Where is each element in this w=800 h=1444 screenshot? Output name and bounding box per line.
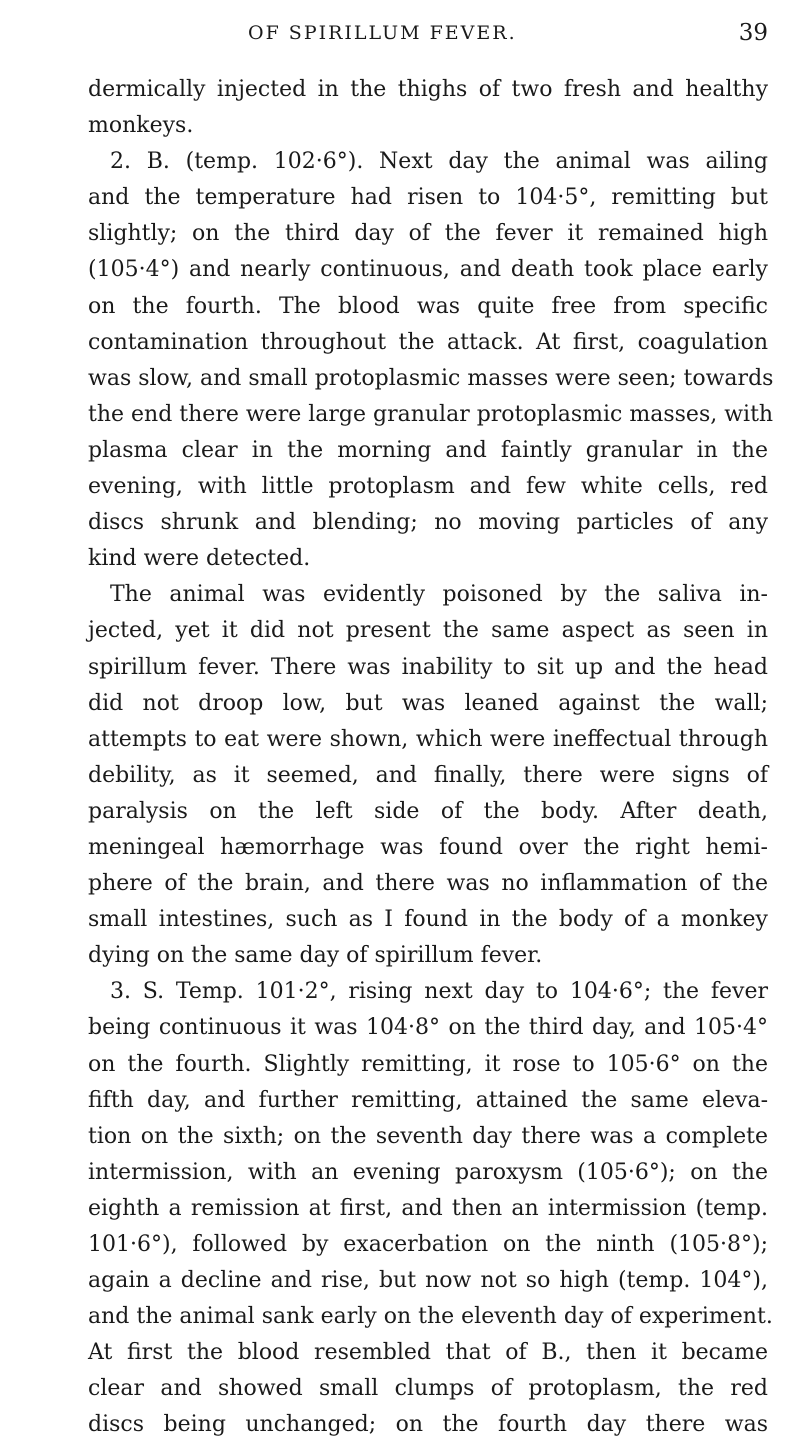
text-line: monkeys. [88, 113, 194, 139]
text-line: being continuous it was 104·8° on the third day, and 105·4° [88, 1015, 768, 1041]
text-line: The animal was evidently poisoned by the saliva in- [110, 582, 768, 608]
text-line: tion on the sixth; on the seventh day there was a complete [88, 1123, 768, 1149]
text-line: kind were detected. [88, 546, 311, 572]
text-line: the end there were large granular protoplasmic masses, with [88, 401, 774, 427]
text-line: evening, with little protoplasm and few white cells, red [88, 474, 768, 500]
text-line: plasma clear in the morning and faintly granular in the [88, 437, 768, 463]
text-line: discs shrunk and blending; no moving particles of any [88, 510, 768, 536]
running-head [88, 22, 768, 52]
text-line: spirillum fever. There was inability to sit up and the head [88, 654, 768, 680]
text-line: meningeal hæmorrhage was found over the right hemi- [88, 834, 768, 860]
text-line: clear and showed small clumps of protoplasm, the red [88, 1376, 768, 1402]
text-line: and the temperature had risen to 104·5°, remitting but [88, 185, 768, 211]
text-line: debility, as it seemed, and finally, there were signs of [88, 762, 768, 788]
text-line: intermission, with an evening paroxysm (105·6°); on the [88, 1159, 768, 1185]
text-line: At first the blood resembled that of B., then it became [88, 1340, 768, 1366]
text-line: and the animal sank early on the eleventh day of experiment. [88, 1304, 773, 1330]
text-line: paralysis on the left side of the body. After death, [88, 798, 768, 824]
text-line: eighth a remission at first, and then an intermission (temp. [88, 1195, 768, 1221]
text-line: phere of the brain, and there was no inflammation of the [88, 871, 768, 897]
text-line: again a decline and rise, but now not so high (temp. 104°), [88, 1268, 768, 1294]
text-line: 101·6°), followed by exacerbation on the ninth (105·8°); [88, 1232, 768, 1257]
text-line: dermically injected in the thighs of two fresh and healthy [88, 77, 768, 102]
text-line: attempts to eat were shown, which were ineffectual through [88, 726, 768, 752]
text-line: slightly; on the third day of the fever it remained high [88, 221, 768, 247]
text-line: small intestines, such as I found in the body of a monkey [88, 907, 768, 933]
text-line: did not droop low, but was leaned against the wall; [88, 690, 768, 716]
text-line: on the fourth. Slightly remitting, it rose to 105·6° on the [88, 1051, 768, 1077]
text-line: (105·4°) and nearly continuous, and death took place early [88, 257, 768, 283]
text-line: was slow, and small protoplasmic masses were seen; towards [88, 365, 774, 391]
text-line: 3. S. Temp. 101·2°, rising next day to 104·6°; the fever [110, 979, 768, 1005]
body-text [88, 72, 774, 1444]
page-number: 39 [738, 20, 768, 46]
text-line: discs being unchanged; on the fourth day there was [88, 1412, 768, 1438]
text-line: dying on the same day of spirillum fever. [88, 943, 543, 969]
text-line: 2. B. (temp. 102·6°). Next day the animal was ailing [110, 149, 768, 175]
running-title: OF SPIRILLUM FEVER. [248, 22, 517, 44]
text-line: contamination throughout the attack. At first, coagulation [88, 329, 768, 355]
text-line: jected, yet it did not present the same aspect as seen in [88, 618, 768, 644]
text-line: fifth day, and further remitting, attained the same eleva- [88, 1087, 768, 1113]
text-line: on the fourth. The blood was quite free from specific [88, 293, 768, 319]
